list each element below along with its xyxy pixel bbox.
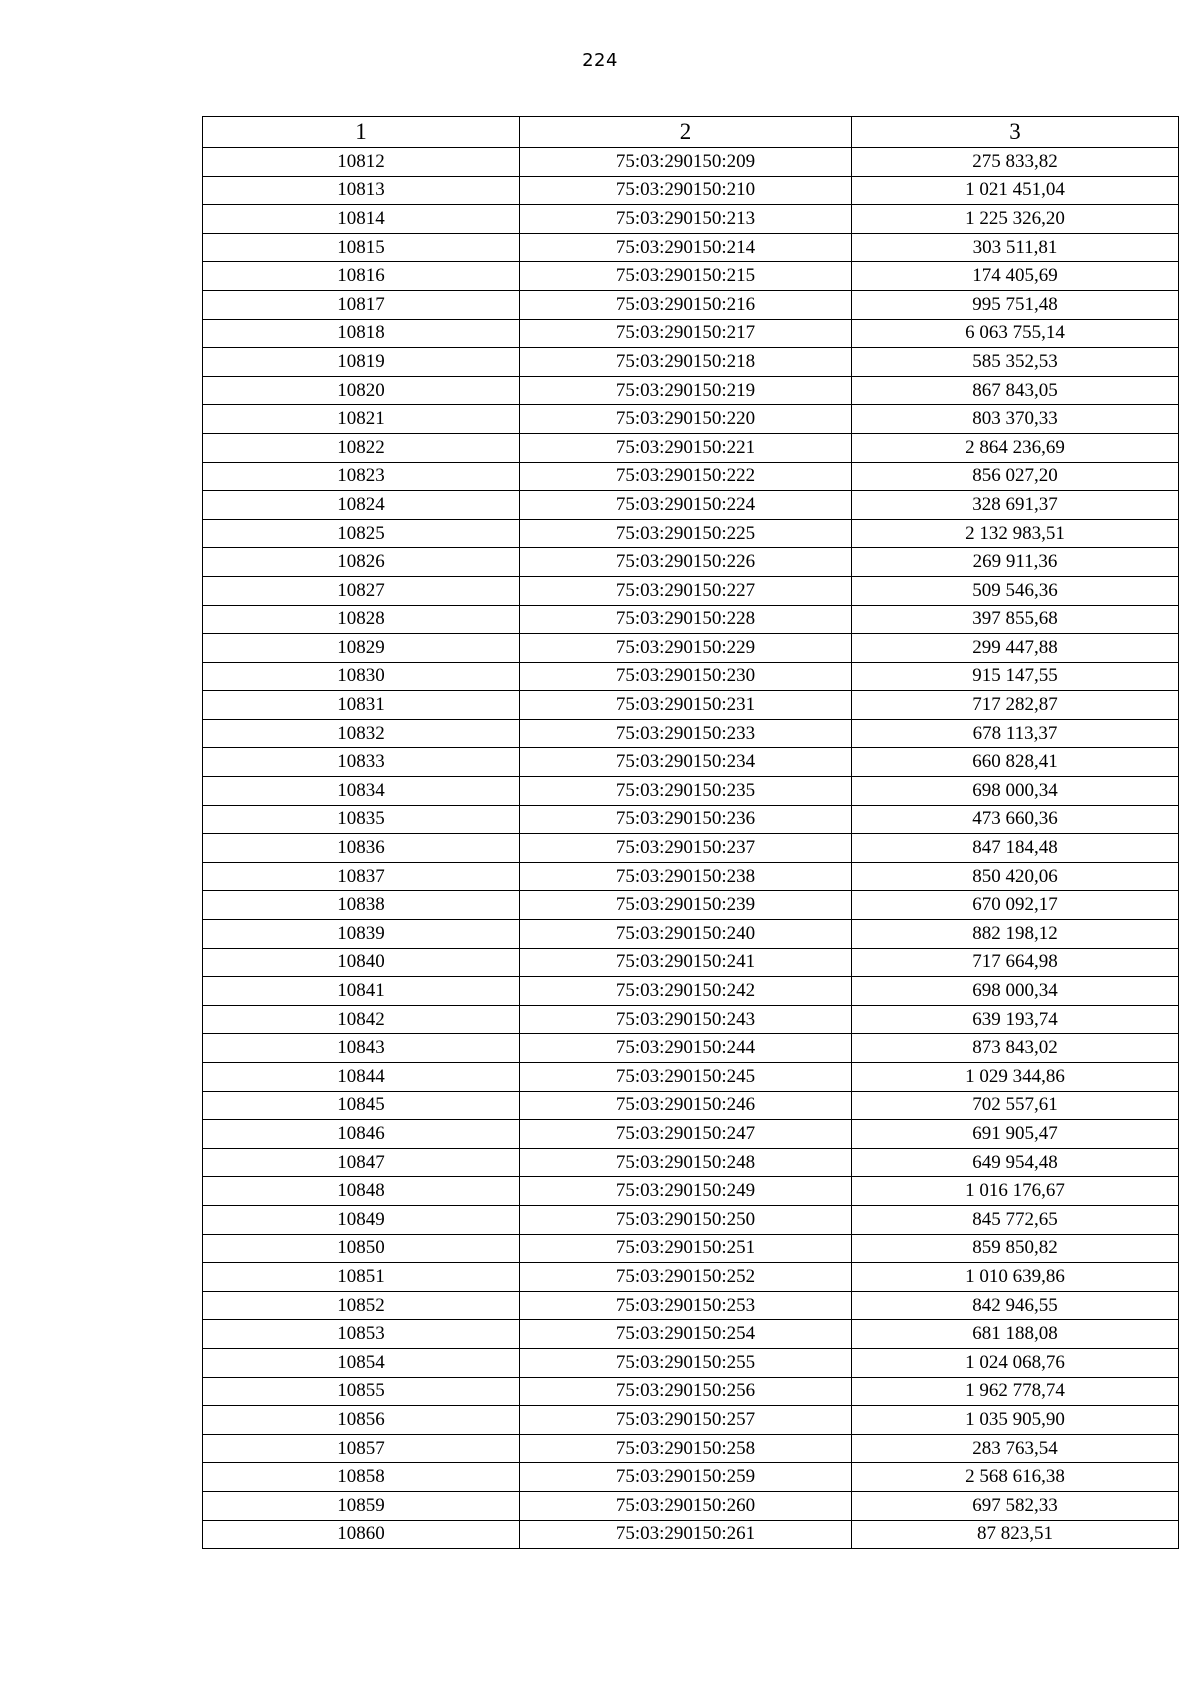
row-number-cell: 10845 [203,1091,520,1120]
cadastral-number-cell: 75:03:290150:210 [520,176,852,205]
table-row [203,1406,1179,1435]
value-cell: 842 946,55 [852,1291,1179,1320]
table-row [203,777,1179,806]
table-row [203,634,1179,663]
column-header-3: 3 [852,117,1179,148]
row-number-cell: 10835 [203,805,520,834]
value-cell: 678 113,37 [852,719,1179,748]
row-number-cell: 10812 [203,148,520,177]
value-cell: 859 850,82 [852,1234,1179,1263]
cadastral-number-cell: 75:03:290150:239 [520,891,852,920]
value-cell: 803 370,33 [852,405,1179,434]
value-cell: 2 568 616,38 [852,1463,1179,1492]
value-cell: 473 660,36 [852,805,1179,834]
value-cell: 717 664,98 [852,948,1179,977]
row-number-cell: 10838 [203,891,520,920]
row-number-cell: 10831 [203,691,520,720]
value-cell: 1 010 639,86 [852,1263,1179,1292]
table-row [203,691,1179,720]
row-number-cell: 10852 [203,1291,520,1320]
table-row [203,1263,1179,1292]
cadastral-number-cell: 75:03:290150:234 [520,748,852,777]
row-number-cell: 10820 [203,376,520,405]
value-cell: 87 823,51 [852,1520,1179,1549]
table-row [203,605,1179,634]
row-number-cell: 10832 [203,719,520,748]
table-row [203,862,1179,891]
table-row [203,1491,1179,1520]
value-cell: 915 147,55 [852,662,1179,691]
value-cell: 1 225 326,20 [852,205,1179,234]
table-body [203,148,1179,1549]
row-number-cell: 10823 [203,462,520,491]
table-row [203,1205,1179,1234]
cadastral-number-cell: 75:03:290150:229 [520,634,852,663]
row-number-cell: 10834 [203,777,520,806]
table-row [203,290,1179,319]
cadastral-number-cell: 75:03:290150:260 [520,1491,852,1520]
row-number-cell: 10853 [203,1320,520,1349]
table-row [203,920,1179,949]
table-row [203,1091,1179,1120]
table-row [203,1005,1179,1034]
cadastral-number-cell: 75:03:290150:250 [520,1205,852,1234]
value-cell: 847 184,48 [852,834,1179,863]
table-row [203,805,1179,834]
row-number-cell: 10849 [203,1205,520,1234]
table-row [203,1291,1179,1320]
table-row [203,462,1179,491]
cadastral-number-cell: 75:03:290150:246 [520,1091,852,1120]
cadastral-number-cell: 75:03:290150:217 [520,319,852,348]
cadastral-number-cell: 75:03:290150:231 [520,691,852,720]
cadastral-number-cell: 75:03:290150:224 [520,491,852,520]
data-table [202,116,1179,1549]
row-number-cell: 10827 [203,576,520,605]
value-cell: 1 021 451,04 [852,176,1179,205]
cadastral-number-cell: 75:03:290150:259 [520,1463,852,1492]
value-cell: 856 027,20 [852,462,1179,491]
row-number-cell: 10836 [203,834,520,863]
row-number-cell: 10847 [203,1148,520,1177]
cadastral-number-cell: 75:03:290150:244 [520,1034,852,1063]
value-cell: 1 016 176,67 [852,1177,1179,1206]
row-number-cell: 10855 [203,1377,520,1406]
cadastral-number-cell: 75:03:290150:226 [520,548,852,577]
cadastral-number-cell: 75:03:290150:214 [520,233,852,262]
cadastral-number-cell: 75:03:290150:255 [520,1348,852,1377]
row-number-cell: 10826 [203,548,520,577]
table-row [203,834,1179,863]
row-number-cell: 10816 [203,262,520,291]
row-number-cell: 10817 [203,290,520,319]
cadastral-number-cell: 75:03:290150:247 [520,1120,852,1149]
cadastral-number-cell: 75:03:290150:261 [520,1520,852,1549]
row-number-cell: 10841 [203,977,520,1006]
row-number-cell: 10842 [203,1005,520,1034]
row-number-cell: 10830 [203,662,520,691]
cadastral-number-cell: 75:03:290150:238 [520,862,852,891]
cadastral-number-cell: 75:03:290150:220 [520,405,852,434]
cadastral-number-cell: 75:03:290150:209 [520,148,852,177]
cadastral-number-cell: 75:03:290150:236 [520,805,852,834]
value-cell: 873 843,02 [852,1034,1179,1063]
cadastral-number-cell: 75:03:290150:242 [520,977,852,1006]
table-row [203,148,1179,177]
table-row [203,576,1179,605]
row-number-cell: 10837 [203,862,520,891]
table-row [203,176,1179,205]
cadastral-number-cell: 75:03:290150:251 [520,1234,852,1263]
row-number-cell: 10819 [203,348,520,377]
value-cell: 1 962 778,74 [852,1377,1179,1406]
value-cell: 882 198,12 [852,920,1179,949]
row-number-cell: 10821 [203,405,520,434]
row-number-cell: 10844 [203,1063,520,1092]
table-row [203,491,1179,520]
table-row [203,1148,1179,1177]
table-row [203,891,1179,920]
cadastral-number-cell: 75:03:290150:254 [520,1320,852,1349]
value-cell: 698 000,34 [852,777,1179,806]
row-number-cell: 10824 [203,491,520,520]
value-cell: 660 828,41 [852,748,1179,777]
row-number-cell: 10822 [203,433,520,462]
column-header-2: 2 [520,117,852,148]
value-cell: 649 954,48 [852,1148,1179,1177]
value-cell: 867 843,05 [852,376,1179,405]
cadastral-number-cell: 75:03:290150:258 [520,1434,852,1463]
value-cell: 2 864 236,69 [852,433,1179,462]
value-cell: 2 132 983,51 [852,519,1179,548]
cadastral-number-cell: 75:03:290150:216 [520,290,852,319]
cadastral-number-cell: 75:03:290150:235 [520,777,852,806]
table-row [203,1377,1179,1406]
table-row [203,1034,1179,1063]
cadastral-number-cell: 75:03:290150:248 [520,1148,852,1177]
row-number-cell: 10818 [203,319,520,348]
row-number-cell: 10859 [203,1491,520,1520]
row-number-cell: 10857 [203,1434,520,1463]
cadastral-number-cell: 75:03:290150:243 [520,1005,852,1034]
table-row [203,977,1179,1006]
table-row [203,319,1179,348]
table-row [203,548,1179,577]
cadastral-number-cell: 75:03:290150:233 [520,719,852,748]
cadastral-number-cell: 75:03:290150:218 [520,348,852,377]
cadastral-number-cell: 75:03:290150:227 [520,576,852,605]
table-row [203,376,1179,405]
row-number-cell: 10815 [203,233,520,262]
table-row [203,1234,1179,1263]
table-row [203,519,1179,548]
row-number-cell: 10843 [203,1034,520,1063]
value-cell: 698 000,34 [852,977,1179,1006]
value-cell: 639 193,74 [852,1005,1179,1034]
row-number-cell: 10828 [203,605,520,634]
cadastral-number-cell: 75:03:290150:215 [520,262,852,291]
row-number-cell: 10840 [203,948,520,977]
table-row [203,719,1179,748]
table-header-row [203,117,1179,148]
value-cell: 717 282,87 [852,691,1179,720]
cadastral-number-cell: 75:03:290150:219 [520,376,852,405]
page-number: 224 [582,50,618,71]
row-number-cell: 10813 [203,176,520,205]
value-cell: 850 420,06 [852,862,1179,891]
table-row [203,1348,1179,1377]
cadastral-number-cell: 75:03:290150:241 [520,948,852,977]
row-number-cell: 10825 [203,519,520,548]
table-row [203,1063,1179,1092]
value-cell: 6 063 755,14 [852,319,1179,348]
value-cell: 303 511,81 [852,233,1179,262]
value-cell: 397 855,68 [852,605,1179,634]
row-number-cell: 10846 [203,1120,520,1149]
value-cell: 697 582,33 [852,1491,1179,1520]
cadastral-number-cell: 75:03:290150:253 [520,1291,852,1320]
table-row [203,1520,1179,1549]
value-cell: 269 911,36 [852,548,1179,577]
row-number-cell: 10829 [203,634,520,663]
row-number-cell: 10850 [203,1234,520,1263]
table-row [203,662,1179,691]
cadastral-number-cell: 75:03:290150:240 [520,920,852,949]
table-row [203,1434,1179,1463]
row-number-cell: 10851 [203,1263,520,1292]
row-number-cell: 10858 [203,1463,520,1492]
table-row [203,1177,1179,1206]
cadastral-number-cell: 75:03:290150:252 [520,1263,852,1292]
table-row [203,433,1179,462]
row-number-cell: 10833 [203,748,520,777]
cadastral-number-cell: 75:03:290150:213 [520,205,852,234]
table-row [203,748,1179,777]
table-row [203,1120,1179,1149]
cadastral-number-cell: 75:03:290150:257 [520,1406,852,1435]
value-cell: 1 035 905,90 [852,1406,1179,1435]
cadastral-number-cell: 75:03:290150:249 [520,1177,852,1206]
table-row [203,1463,1179,1492]
cadastral-number-cell: 75:03:290150:237 [520,834,852,863]
value-cell: 691 905,47 [852,1120,1179,1149]
value-cell: 509 546,36 [852,576,1179,605]
row-number-cell: 10856 [203,1406,520,1435]
row-number-cell: 10860 [203,1520,520,1549]
row-number-cell: 10839 [203,920,520,949]
cadastral-number-cell: 75:03:290150:256 [520,1377,852,1406]
value-cell: 275 833,82 [852,148,1179,177]
table-row [203,348,1179,377]
table-row [203,205,1179,234]
row-number-cell: 10848 [203,1177,520,1206]
value-cell: 995 751,48 [852,290,1179,319]
row-number-cell: 10854 [203,1348,520,1377]
cadastral-number-cell: 75:03:290150:228 [520,605,852,634]
value-cell: 283 763,54 [852,1434,1179,1463]
table-row [203,1320,1179,1349]
value-cell: 681 188,08 [852,1320,1179,1349]
value-cell: 1 024 068,76 [852,1348,1179,1377]
value-cell: 845 772,65 [852,1205,1179,1234]
column-header-1: 1 [203,117,520,148]
value-cell: 174 405,69 [852,262,1179,291]
cadastral-number-cell: 75:03:290150:221 [520,433,852,462]
value-cell: 328 691,37 [852,491,1179,520]
table-row [203,262,1179,291]
value-cell: 585 352,53 [852,348,1179,377]
value-cell: 670 092,17 [852,891,1179,920]
value-cell: 299 447,88 [852,634,1179,663]
table-row [203,405,1179,434]
cadastral-number-cell: 75:03:290150:225 [520,519,852,548]
value-cell: 1 029 344,86 [852,1063,1179,1092]
value-cell: 702 557,61 [852,1091,1179,1120]
table-row [203,948,1179,977]
cadastral-number-cell: 75:03:290150:245 [520,1063,852,1092]
row-number-cell: 10814 [203,205,520,234]
cadastral-number-cell: 75:03:290150:222 [520,462,852,491]
table-row [203,233,1179,262]
cadastral-number-cell: 75:03:290150:230 [520,662,852,691]
